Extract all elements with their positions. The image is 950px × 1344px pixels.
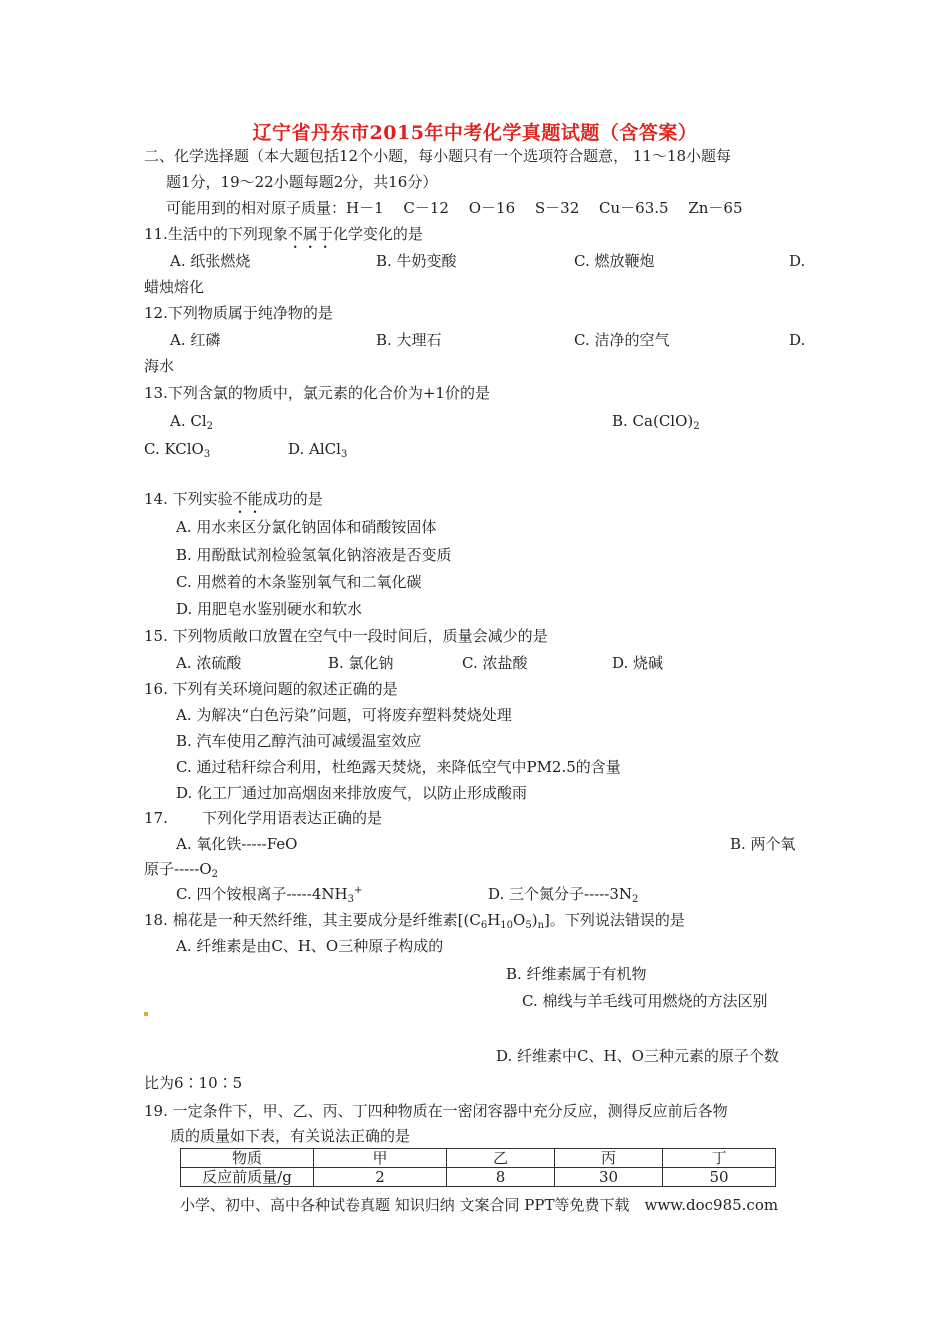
- table-header-cell: 甲: [314, 1149, 447, 1168]
- q17-option-a: A. 氧化铁-----FeO: [176, 835, 298, 853]
- q17-option-b-line1: B. 两个氧: [730, 835, 796, 853]
- table-cell: 30: [555, 1168, 663, 1187]
- q18-stem: 18. 棉花是一种天然纤维，其主要成分是纤维素$[(C_6H_{10}O_5)_n]$。下列说法错误的是: [144, 911, 685, 931]
- q13-option-b: B. $Ca(ClO)_2$: [612, 412, 700, 432]
- q11-emphasis: 不属于: [287, 225, 333, 243]
- q12-option-b: B. 大理石: [376, 331, 442, 349]
- q14-option-c: C. 用燃着的木条鉴别氧气和二氧化碳: [176, 573, 422, 591]
- section-heading-line1: 二、化学选择题（本大题包括12个小题，每小题只有一个选项符合题意， 11～18小题每: [144, 147, 732, 165]
- q13-option-c: C. KClO$_3$: [144, 440, 211, 460]
- q13-option-d: D. AlCl$_3$: [288, 440, 348, 460]
- q14-stem: 14. 下列实验不能成功的是: [144, 490, 323, 508]
- q17-stem: 下列化学用语表达正确的是: [202, 809, 383, 827]
- q18-option-d-line2: 比为6∶10∶5: [144, 1074, 243, 1092]
- atomic-masses: 可能用到的相对原子质量：H－1 C－12 O－16 S－32 Cu－63.5 Zn－65: [166, 199, 743, 217]
- q15-option-b: B. 氯化钠: [328, 654, 394, 672]
- q12-option-c: C. 洁净的空气: [574, 331, 670, 349]
- q11-option-c: C. 燃放鞭炮: [574, 252, 655, 270]
- footer-text: 小学、初中、高中各种试卷真题 知识归纳 文案合同 PPT等免费下载 www.doc985.com: [180, 1196, 779, 1214]
- q12-option-d-prefix: D.: [789, 331, 806, 349]
- table-header-cell: 丙: [555, 1149, 663, 1168]
- q12-stem: 12.下列物质属于纯净物的是: [144, 304, 333, 322]
- q17-option-c: C. 四个铵根离子$-----4NH_3^+$: [176, 885, 363, 905]
- q14-option-a: A. 用水来区分氯化钠固体和硝酸铵固体: [176, 518, 437, 536]
- q14-option-d: D. 用肥皂水鉴别硬水和软水: [176, 600, 363, 618]
- q19-stem-line2: 质的质量如下表，有关说法正确的是: [170, 1127, 411, 1145]
- q11-option-d-prefix: D.: [789, 252, 806, 270]
- q15-option-d: D. 烧碱: [612, 654, 664, 672]
- q16-option-c: C. 通过秸秆综合利用，杜绝露天焚烧，来降低空气中PM2.5的含量: [176, 758, 621, 776]
- q17-option-b-line2: 原子$-----O_2$: [144, 860, 219, 880]
- table-header-cell: 物质: [181, 1149, 314, 1168]
- q17-option-d: D. 三个氮分子$-----3N_2$: [488, 885, 639, 905]
- table-header-cell: 丁: [663, 1149, 776, 1168]
- q11-option-d-text: 蜡烛熔化: [144, 278, 205, 296]
- q16-option-b: B. 汽车使用乙醇汽油可减缓温室效应: [176, 732, 422, 750]
- section-heading-line2: 题1分，19～22小题每题2分，共16分）: [166, 173, 438, 191]
- q14-option-b: B. 用酚酞试剂检验氢氧化钠溶液是否变质: [176, 546, 452, 564]
- q18-option-c: C. 棉线与羊毛线可用燃烧的方法区别: [522, 992, 768, 1010]
- q18-option-b: B. 纤维素属于有机物: [506, 965, 647, 983]
- mass-table: [180, 1148, 776, 1187]
- q15-option-a: A. 浓硫酸: [176, 654, 242, 672]
- q11-stem: [144, 224, 423, 252]
- q14-emphasis: 不能: [232, 490, 263, 508]
- q13-stem: 13.下列含氯的物质中，氯元素的化合价为+1价的是: [144, 384, 490, 402]
- table-cell: 50: [663, 1168, 776, 1187]
- q12-option-d-text: 海水: [144, 357, 175, 375]
- q16-option-a: A. 为解决“白色污染”问题，可将废弃塑料焚烧处理: [176, 706, 512, 724]
- q17-number: 17.: [144, 809, 168, 827]
- table-cell: 反应前质量/g: [181, 1168, 314, 1187]
- q11-stem-text: 11.生活中的下列现象: [144, 225, 288, 243]
- q11-option-b: B. 牛奶变酸: [376, 252, 457, 270]
- q16-stem: 16. 下列有关环境问题的叙述正确的是: [144, 680, 398, 698]
- decorative-marker: [144, 1012, 148, 1016]
- q15-option-c: C. 浓盐酸: [462, 654, 528, 672]
- q19-stem-line1: 19. 一定条件下，甲、乙、丙、丁四种物质在一密闭容器中充分反应，测得反应前后各物: [144, 1102, 728, 1120]
- q12-option-a: A. 红磷: [170, 331, 221, 349]
- q18-option-a: A. 纤维素是由C、H、O三种原子构成的: [176, 937, 444, 955]
- q16-option-d: D. 化工厂通过加高烟囱来排放废气，以防止形成酸雨: [176, 784, 528, 802]
- q11-option-a: A. 纸张燃烧: [170, 252, 251, 270]
- q15-stem: 15. 下列物质敞口放置在空气中一段时间后，质量会减少的是: [144, 627, 548, 645]
- table-cell: 8: [447, 1168, 555, 1187]
- q11-stem-text-end: 化学变化的是: [332, 225, 423, 243]
- table-header-row: [181, 1149, 776, 1168]
- q18-option-d-line1: D. 纤维素中C、H、O三种元素的原子个数: [496, 1047, 779, 1065]
- table-header-cell: 乙: [447, 1149, 555, 1168]
- table-row: [181, 1168, 776, 1187]
- q13-option-a: A. $Cl_2$: [170, 412, 214, 432]
- table-cell: 2: [314, 1168, 447, 1187]
- page-title: 辽宁省丹东市2015年中考化学真题试题（含答案）: [252, 122, 698, 144]
